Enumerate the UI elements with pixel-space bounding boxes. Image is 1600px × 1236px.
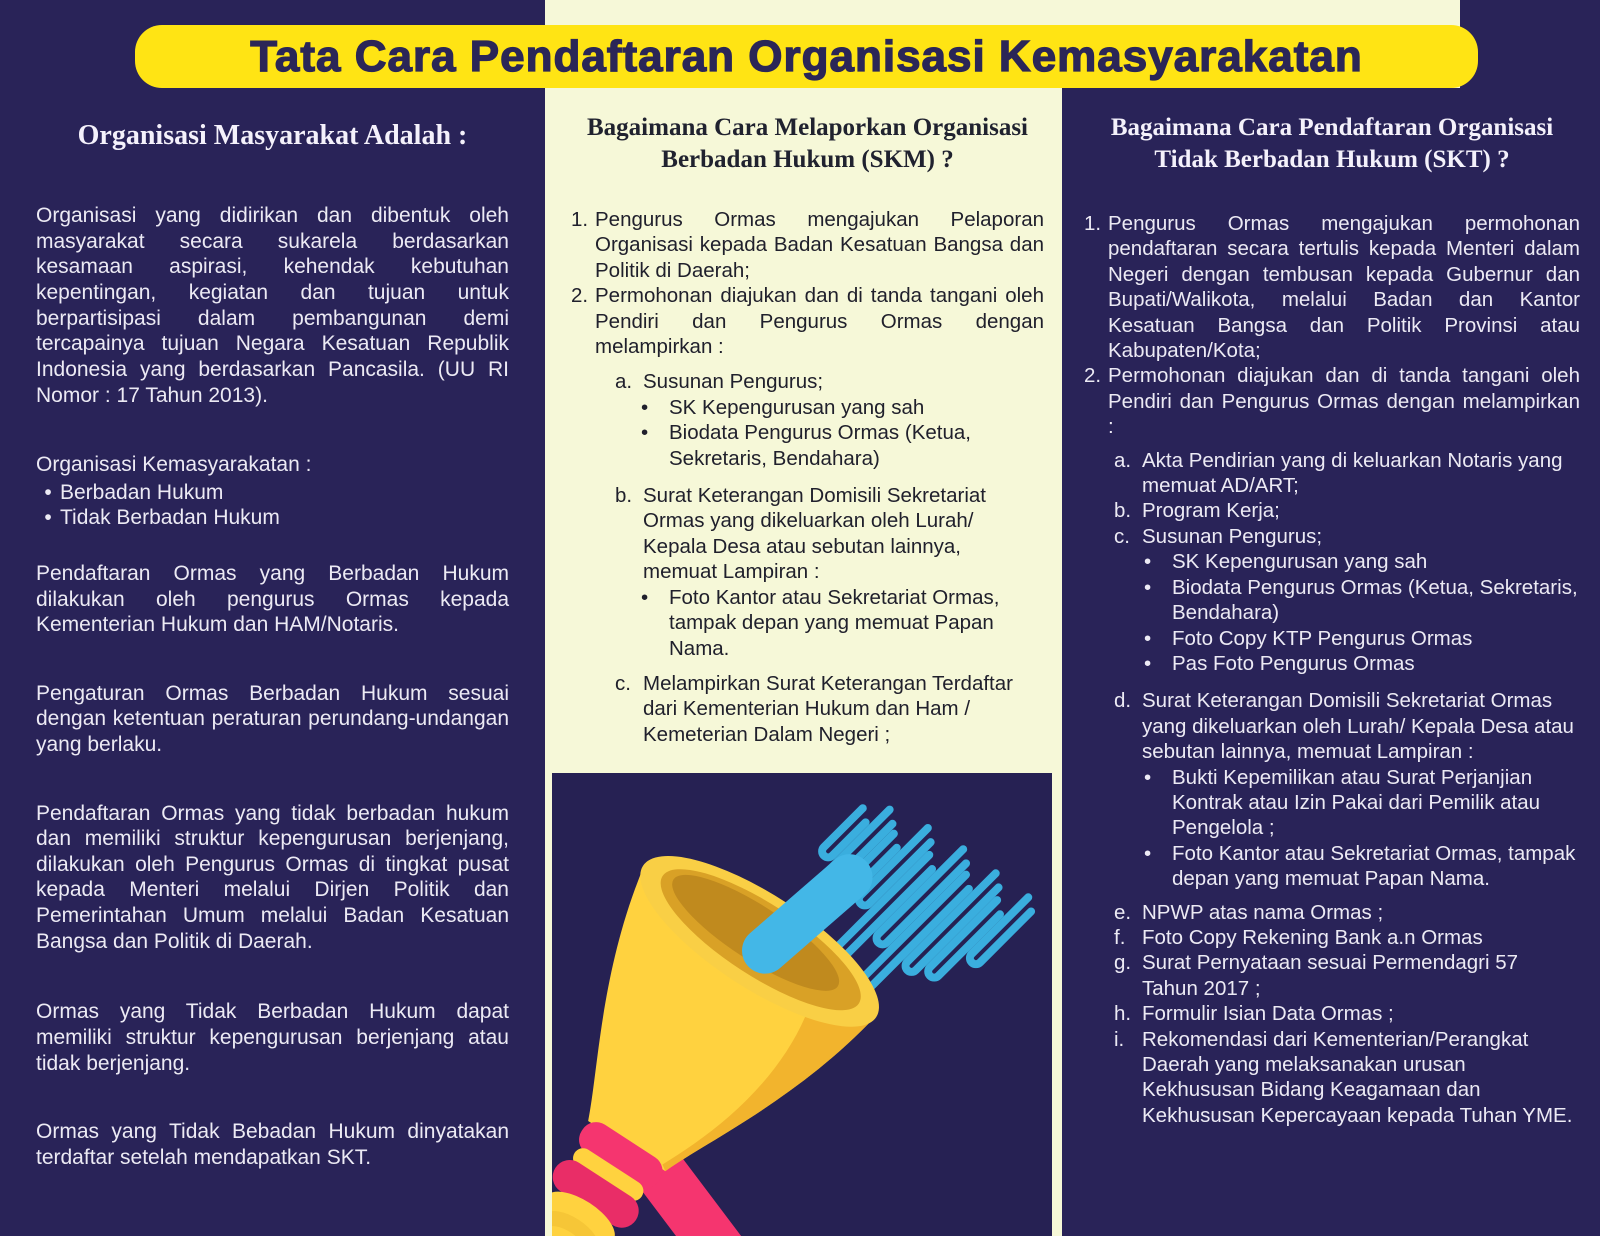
title-banner <box>135 25 1478 88</box>
left-paragraph-definition: Organisasi yang didirikan dan dibentuk oleh masyarakat secara sukarela berdasarkan kesamaan aspirasi, kehendak kebutuhan kepentingan, kegiatan dan tujuan untuk berpartisipasi dalam pembangunan demi tercapainya tujuan Negara Kesatuan Republik Indonesia yang berdasarkan Pancasila. (UU RI Nomor : 17 Tahun 2013). <box>36 204 509 407</box>
bullet-icon: • <box>1144 575 1152 599</box>
list-item: 1. Pengurus Ormas mengajukan permohonan pendaftaran secara tertulis kepada Menteri dalam Negeri dengan tembusan kepada Gubernur dan Bupati/Walikota, melalui Badan dan Kantor Kesatuan Bangsa dan Politik Provinsi atau Kabupaten/Kota; <box>1084 212 1580 363</box>
bullet-icon: • <box>641 421 649 445</box>
bullet-icon: • <box>1144 550 1152 574</box>
list-item: 2. Permohonan diajukan dan di tanda tangani oleh Pendiri dan Pengurus Ormas dengan melampirkan : <box>571 284 1044 359</box>
bullet-icon: • <box>641 585 649 609</box>
megaphone-illustration <box>552 773 1052 1236</box>
left-column <box>0 0 545 1236</box>
list-item: g. Surat Pernyataan sesuai Permendagri 57 Tahun 2017 ; <box>1114 951 1519 1000</box>
list-item: d. Surat Keterangan Domisili Sekretariat Ormas yang dikeluarkan oleh Lurah/ Kepala Desa atau sebutan lainnya, memuat Lampiran : <box>1114 689 1574 764</box>
list-item: c. Susunan Pengurus; <box>1114 524 1323 548</box>
list-item: • Biodata Pengurus Ormas (Ketua, Sekretaris, Bendahara) <box>1144 575 1578 625</box>
list-item: 2. Permohonan diajukan dan di tanda tangani oleh Pendiri dan Pengurus Ormas dengan melampirkan : <box>1084 364 1580 439</box>
list-item: a. Akta Pendirian yang di keluarkan Notaris yang memuat AD/ART; <box>1114 448 1563 498</box>
list-item: f. Foto Copy Rekening Bank a.n Ormas <box>1114 925 1483 949</box>
list-item: • Foto Copy KTP Pengurus Ormas <box>1144 626 1473 650</box>
list-item: 1. Pengurus Ormas mengajukan Pelaporan Organisasi kepada Badan Kesatuan Bangsa dan Politik di Daerah; <box>571 208 1044 282</box>
left-paragraph-struktur: Ormas yang Tidak Berbadan Hukum dapat memiliki struktur kepengurusan berjenjang atau tidak berjenjang. <box>36 1000 509 1075</box>
left-paragraph-berbadan: Pendaftaran Ormas yang Berbadan Hukum dilakukan oleh pengurus Ormas kepada Kementerian Hukum dan HAM/Notaris. <box>36 561 509 637</box>
left-paragraph-tidak-berbadan: Pendaftaran Ormas yang tidak berbadan hukum dan memiliki struktur kepengurusan berjenjang, dilakukan oleh Pengurus Ormas di tingkat pusat kepada Menteri melalui Dirjen Politik dan Pemerintahan Umum melalui Badan Kesatuan Bangsa dan Politik di Daerah. <box>36 801 509 953</box>
bullet-icon: • <box>1144 626 1152 650</box>
left-paragraph-pengaturan: Pengaturan Ormas Berbadan Hukum sesuai dengan ketentuan peraturan perundang-undangan yang berlaku. <box>36 681 509 757</box>
list-item: b. Surat Keterangan Domisili Sekretariat Ormas yang dikeluarkan oleh Lurah/ Kepala Desa atau sebutan lainnya, memuat Lampiran : <box>615 484 986 584</box>
list-item: • SK Kepengurusan yang sah <box>641 395 925 419</box>
list-item: • SK Kepengurusan yang sah <box>1144 550 1428 574</box>
left-bullet-list <box>36 480 509 531</box>
list-item: h. Formulir Isian Data Ormas ; <box>1114 1002 1394 1026</box>
bullet-icon: • <box>1144 765 1152 789</box>
list-item: c. Melampirkan Surat Keterangan Terdaftar dari Kementerian Hukum dan Ham / Kemeterian Dalam Negeri ; <box>615 671 1013 746</box>
bullet-icon: • <box>641 395 649 419</box>
bullet-icon: • <box>1144 841 1152 865</box>
right-column <box>1062 0 1600 1236</box>
list-item: • Foto Kantor atau Sekretariat Ormas, tampak depan yang memuat Papan Nama. <box>641 585 1000 660</box>
list-item: • Pas Foto Pengurus Ormas <box>1144 651 1415 675</box>
left-paragraph-skt: Ormas yang Tidak Bebadan Hukum dinyatakan terdaftar setelah mendapatkan SKT. <box>36 1120 509 1169</box>
middle-column <box>545 0 1062 1236</box>
list-item: • Berbadan Hukum <box>36 480 509 506</box>
bullet-icon: • <box>44 506 52 530</box>
list-item: e. NPWP atas nama Ormas ; <box>1114 900 1384 924</box>
list-item: a. Susunan Pengurus; <box>615 370 824 394</box>
bullet-icon: • <box>1144 651 1152 675</box>
illustration-panel <box>552 773 1052 1236</box>
list-item: • Biodata Pengurus Ormas (Ketua, Sekretaris, Bendahara) <box>641 421 971 470</box>
middle-heading: Bagaimana Cara Melaporkan Organisasi Berbadan Hukum (SKM) ? <box>587 114 1028 173</box>
list-item: i. Rekomendasi dari Kementerian/Perangkat Daerah yang melaksanakan urusan Kekhususan Bidang Keagamaan dan Kekhususan Kepercayaan kepada Tuhan YME. <box>1114 1027 1573 1127</box>
right-heading: Bagaimana Cara Pendaftaran Organisasi Tidak Berbadan Hukum (SKT) ? <box>1110 114 1554 173</box>
list-item: b. Program Kerja; <box>1114 499 1280 523</box>
list-item: • Bukti Kepemilikan atau Surat Perjanjian Kontrak atau Izin Pakai dari Pemilik atau Pengelola ; <box>1144 765 1541 840</box>
page-title: Tata Cara Pendaftaran Organisasi Kemasyarakatan <box>250 31 1363 81</box>
bullet-icon: • <box>44 480 52 504</box>
list-item: • Foto Kantor atau Sekretariat Ormas, tampak depan yang memuat Papan Nama. <box>1144 841 1576 891</box>
left-list-intro: Organisasi Kemasyarakatan : <box>36 453 312 477</box>
list-item: • Tidak Berbadan Hukum <box>36 505 509 531</box>
left-heading: Organisasi Masyarakat Adalah : <box>77 120 468 151</box>
